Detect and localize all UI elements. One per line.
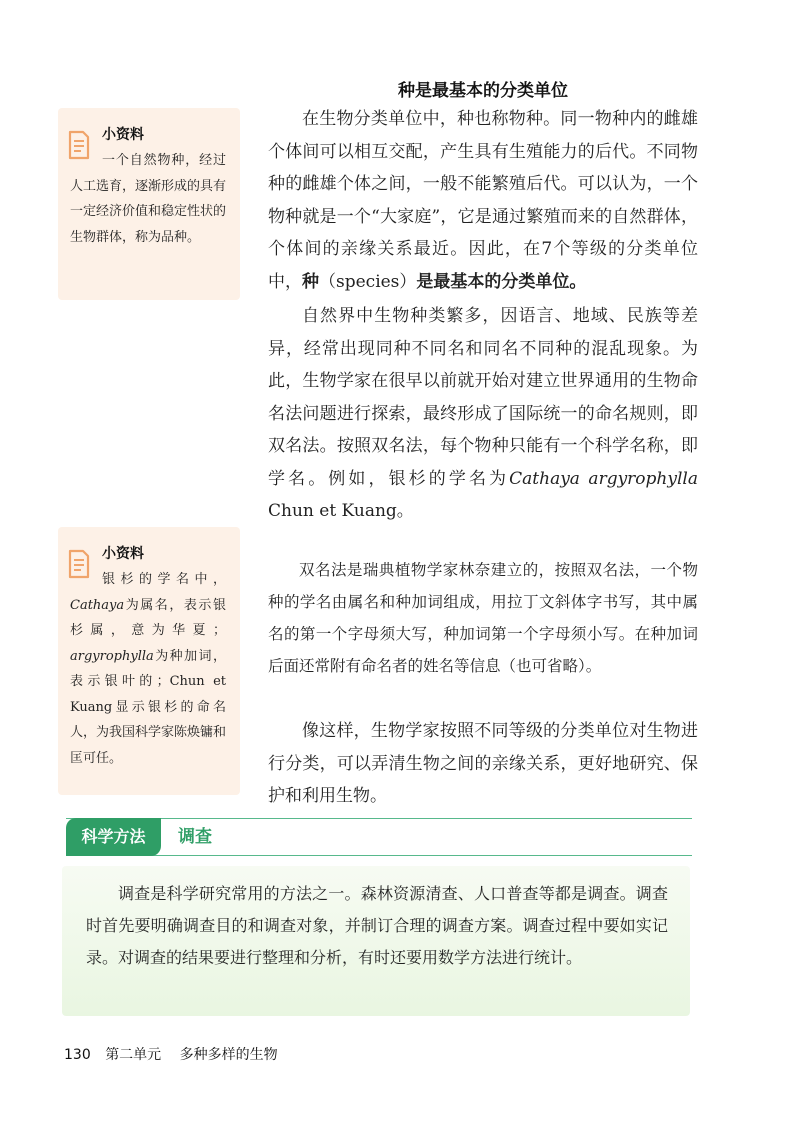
chapter-title: 多种多样的生物	[179, 1047, 278, 1063]
survey-box	[62, 866, 690, 1016]
method-tag: 科学方法	[66, 818, 161, 856]
info-box-variety	[58, 108, 240, 300]
info-box-title: 小资料	[102, 127, 144, 143]
unit-label: 第二单元	[105, 1047, 162, 1063]
main-text-summary	[268, 715, 698, 813]
genus-name: Cathaya	[70, 597, 125, 613]
paragraph-summary: 像这样，生物学家按照不同等级的分类单位对生物进行分类，可以弄清生物之间的亲缘关系，更好地研究、保护和利用生物。	[268, 721, 698, 806]
species-epithet: argyrophylla	[70, 648, 154, 664]
method-topic: 调查	[178, 827, 212, 847]
paragraph-binomial: 双名法是瑞典植物学家林奈建立的，按照双名法，一个物种的学名由属名和种加词组成，用拉丁文斜体字书写，其中属名的第一个字母须大写，种加词第一个字母须小写。在种加词后面还常附有命名者的姓名等信息（也可省略）。	[268, 561, 698, 675]
info-box-body: 一个自然物种，经过人工选育，逐渐形成的具有一定经济价值和稳定性状的生物群体，称为品种。	[70, 153, 227, 245]
scientific-name: Cathaya argyrophylla	[509, 468, 698, 489]
info-box-cathaya	[58, 527, 240, 795]
main-text-binomial	[268, 554, 698, 682]
section-heading: 种是最基本的分类单位	[398, 81, 568, 101]
info-box-title: 小资料	[102, 546, 144, 562]
survey-text: 调查是科学研究常用的方法之一。森林资源清查、人口普查等都是调查。调查时首先要明确调查目的和调查对象，并制订合理的调查方案。调查过程中要如实记录。对调查的结果要进行整理和分析，有时还要用数学方法进行统计。	[86, 884, 668, 967]
paragraph-naming: 自然界中生物种类繁多，因语言、地域、民族等差异，经常出现同种不同名和同名不同种的混乱现象。为此，生物学家在很早以前就开始对建立世界通用的生物命名法问题进行探索，最终形成了国际统一的命名规则，即双名法。按照双名法，每个物种只能有一个科学名称，即学名。例如，银杉的学名为Cathaya argyrophylla Chun et Kuang。	[268, 306, 698, 521]
science-method-header	[66, 818, 692, 856]
info-box-body: 银杉的学名中，Cathaya为属名，表示银杉属，意为华夏；argyrophylla为种加词，表示银叶的；Chun et Kuang显示银杉的命名人，为我国科学家陈焕镛和匡可任。	[70, 572, 227, 766]
page-footer	[64, 1044, 278, 1064]
paragraph-species: 在生物分类单位中，种也称物种。同一物种内的雌雄个体间可以相互交配，产生具有生殖能力的后代。不同物种的雌雄个体之间，一般不能繁殖后代。可以认为，一个物种就是一个“大家庭”，它是通过繁殖而来的自然群体，个体间的亲缘关系最近。因此，在7个等级的分类单位中，种（species）是最基本的分类单位。	[268, 109, 698, 292]
divider	[66, 855, 692, 856]
main-text-top	[268, 103, 698, 528]
page-number: 130	[64, 1047, 91, 1063]
